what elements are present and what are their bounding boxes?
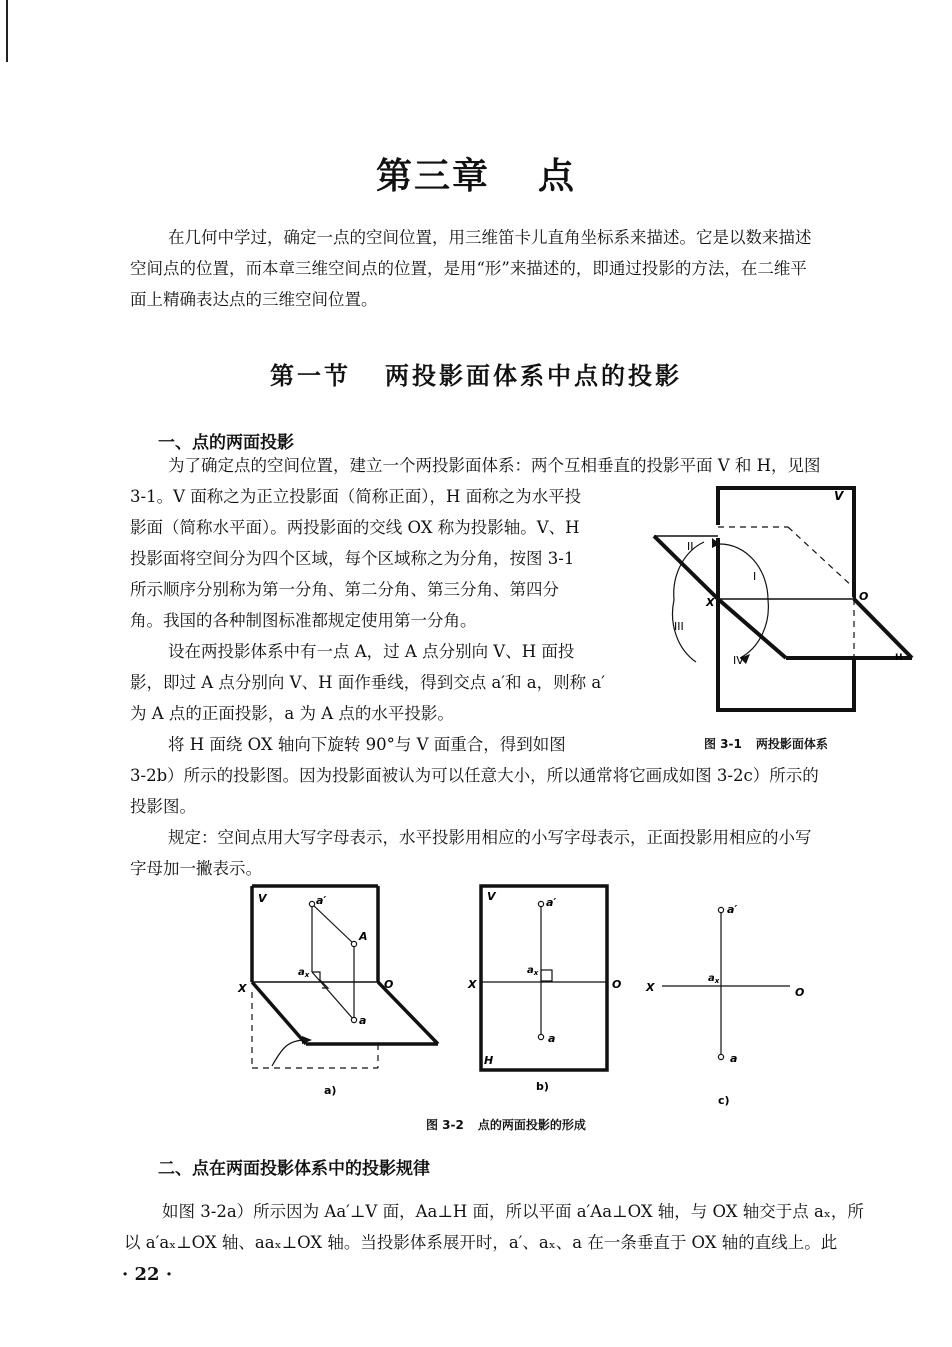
- point-a: [718, 1054, 723, 1059]
- intro-paragraph: [130, 222, 812, 315]
- paragraph-1-rest: [130, 760, 819, 884]
- label-x: X: [706, 596, 715, 609]
- text-line: 投影面将空间分为四个区域，每个区域称之为分角，按图 3-1: [130, 549, 575, 568]
- section-number: 第一节: [270, 361, 351, 390]
- intro-line: 在几何中学过，确定一点的空间位置，用三维笛卡儿直角坐标系来描述。它是以数来描述: [168, 228, 812, 247]
- text-line: 所示顺序分别称为第一分角、第二分角、第三分角、第四分: [130, 580, 559, 599]
- label-o: O: [795, 986, 805, 999]
- figure-3-2a: [232, 878, 450, 1103]
- label-ax: $a_x$: [527, 965, 539, 977]
- intro-line: 空间点的位置，而本章三维空间点的位置，是用“形”来描述的，即通过投影的方法，在二维平: [130, 259, 807, 278]
- projection-frame: [481, 886, 607, 1070]
- point-A: [351, 941, 356, 946]
- point-a-prime: [538, 901, 543, 906]
- label-quadrant-4: IV: [733, 654, 744, 667]
- point-a-prime: [718, 907, 723, 912]
- text-line: 3-2b）所示的投影图。因为投影面被认为可以任意大小，所以通常将它画成如图 3-2c）所示的: [130, 766, 819, 785]
- label-o: O: [612, 978, 622, 991]
- subfigure-label-a: a): [324, 1084, 337, 1097]
- caption-number: 图 3-2: [426, 1118, 464, 1132]
- chapter-number: 第三章: [375, 155, 490, 197]
- caption-text: 两投影面体系: [755, 737, 828, 751]
- paragraph-1-wrap: [130, 481, 605, 760]
- intro-line: 面上精确表达点的三维空间位置。: [130, 290, 378, 309]
- text-line: 角。我国的各种制图标准都规定使用第一分角。: [130, 611, 477, 630]
- caption-text: 点的两面投影的形成: [477, 1118, 586, 1132]
- figure-3-2-caption: [426, 1116, 586, 1133]
- figure-3-1: [640, 478, 930, 718]
- text-line: 如图 3-2a）所示因为 Aa′⊥V 面，Aa⊥H 面，所以平面 a′Aa⊥OX 轴，与 OX 轴交于点 aₓ，所: [162, 1202, 864, 1221]
- text-line: 字母加一撇表示。: [130, 859, 262, 878]
- label-x: X: [468, 978, 477, 991]
- subsection-heading-2: 二、点在两面投影体系中的投影规律: [158, 1159, 430, 1179]
- text-line: 影面（简称水平面）。两投影面的交线 OX 称为投影轴。V、H: [130, 518, 580, 537]
- subfigure-label-c: c): [718, 1094, 730, 1107]
- chapter-subject: 点: [538, 155, 577, 197]
- text-line: 为 A 点的正面投影，a 为 A 点的水平投影。: [130, 704, 454, 723]
- text-line: 为了确定点的空间位置，建立一个两投影面体系：两个互相垂直的投影平面 V 和 H，见图: [168, 456, 821, 475]
- text-line: 以 a′aₓ⊥OX 轴、aaₓ⊥OX 轴。当投影体系展开时，a′、aₓ、a 在一条垂直于 OX 轴的直线上。此: [124, 1233, 838, 1252]
- label-ax: $a_x$: [708, 973, 720, 985]
- chapter-title: [0, 148, 952, 199]
- text-line: 投影图。: [130, 797, 196, 816]
- section-name: 两投影面体系中点的投影: [385, 361, 682, 390]
- label-o: O: [859, 590, 869, 603]
- label-quadrant-2: II: [687, 540, 694, 553]
- label-v: V: [258, 892, 267, 905]
- point-a: [351, 1017, 356, 1022]
- label-a-prime: a′: [727, 903, 738, 916]
- label-a: a: [359, 1014, 367, 1027]
- page-number: · 22 ·: [122, 1264, 173, 1285]
- label-ax: $a_x$: [298, 967, 310, 979]
- label-a: a: [730, 1052, 738, 1065]
- label-h: H: [484, 1054, 494, 1067]
- text-line: 3-1。V 面称之为正立投影面（简称正面），H 面称之为水平投: [130, 487, 582, 506]
- label-a: a: [548, 1032, 556, 1045]
- subsection-heading-1: 一、点的两面投影: [158, 433, 294, 453]
- figure-3-2c: [640, 878, 820, 1113]
- paragraph-2: [124, 1196, 864, 1258]
- binding-edge: [6, 0, 8, 62]
- text-line: 将 H 面绕 OX 轴向下旋转 90°与 V 面重合，得到如图: [168, 735, 566, 754]
- label-x: X: [646, 981, 655, 994]
- label-v: V: [487, 890, 496, 903]
- label-v: V: [834, 489, 844, 503]
- label-quadrant-1: I: [753, 570, 757, 583]
- label-a-prime: a′: [316, 894, 327, 907]
- point-a-prime: [309, 901, 314, 906]
- figure-3-1-caption: [704, 735, 828, 752]
- label-x: X: [238, 982, 247, 995]
- section-title: [0, 356, 952, 391]
- text-line: 影，即过 A 点分别向 V、H 面作垂线，得到交点 a′和 a，则称 a′: [130, 673, 605, 692]
- paragraph-1-full: [130, 450, 821, 481]
- figure-3-2b: [466, 878, 626, 1103]
- point-a: [538, 1034, 543, 1039]
- caption-number: 图 3-1: [704, 737, 742, 751]
- label-a-prime: a′: [546, 896, 557, 909]
- label-h: H: [895, 653, 903, 663]
- label-o: O: [384, 978, 394, 991]
- text-line: 规定：空间点用大写字母表示，水平投影用相应的小写字母表示，正面投影用相应的小写: [168, 828, 812, 847]
- label-quadrant-3: III: [674, 620, 684, 633]
- subfigure-label-b: b): [536, 1080, 549, 1093]
- text-line: 设在两投影体系中有一点 A，过 A 点分别向 V、H 面投: [168, 642, 575, 661]
- label-A: A: [359, 930, 368, 943]
